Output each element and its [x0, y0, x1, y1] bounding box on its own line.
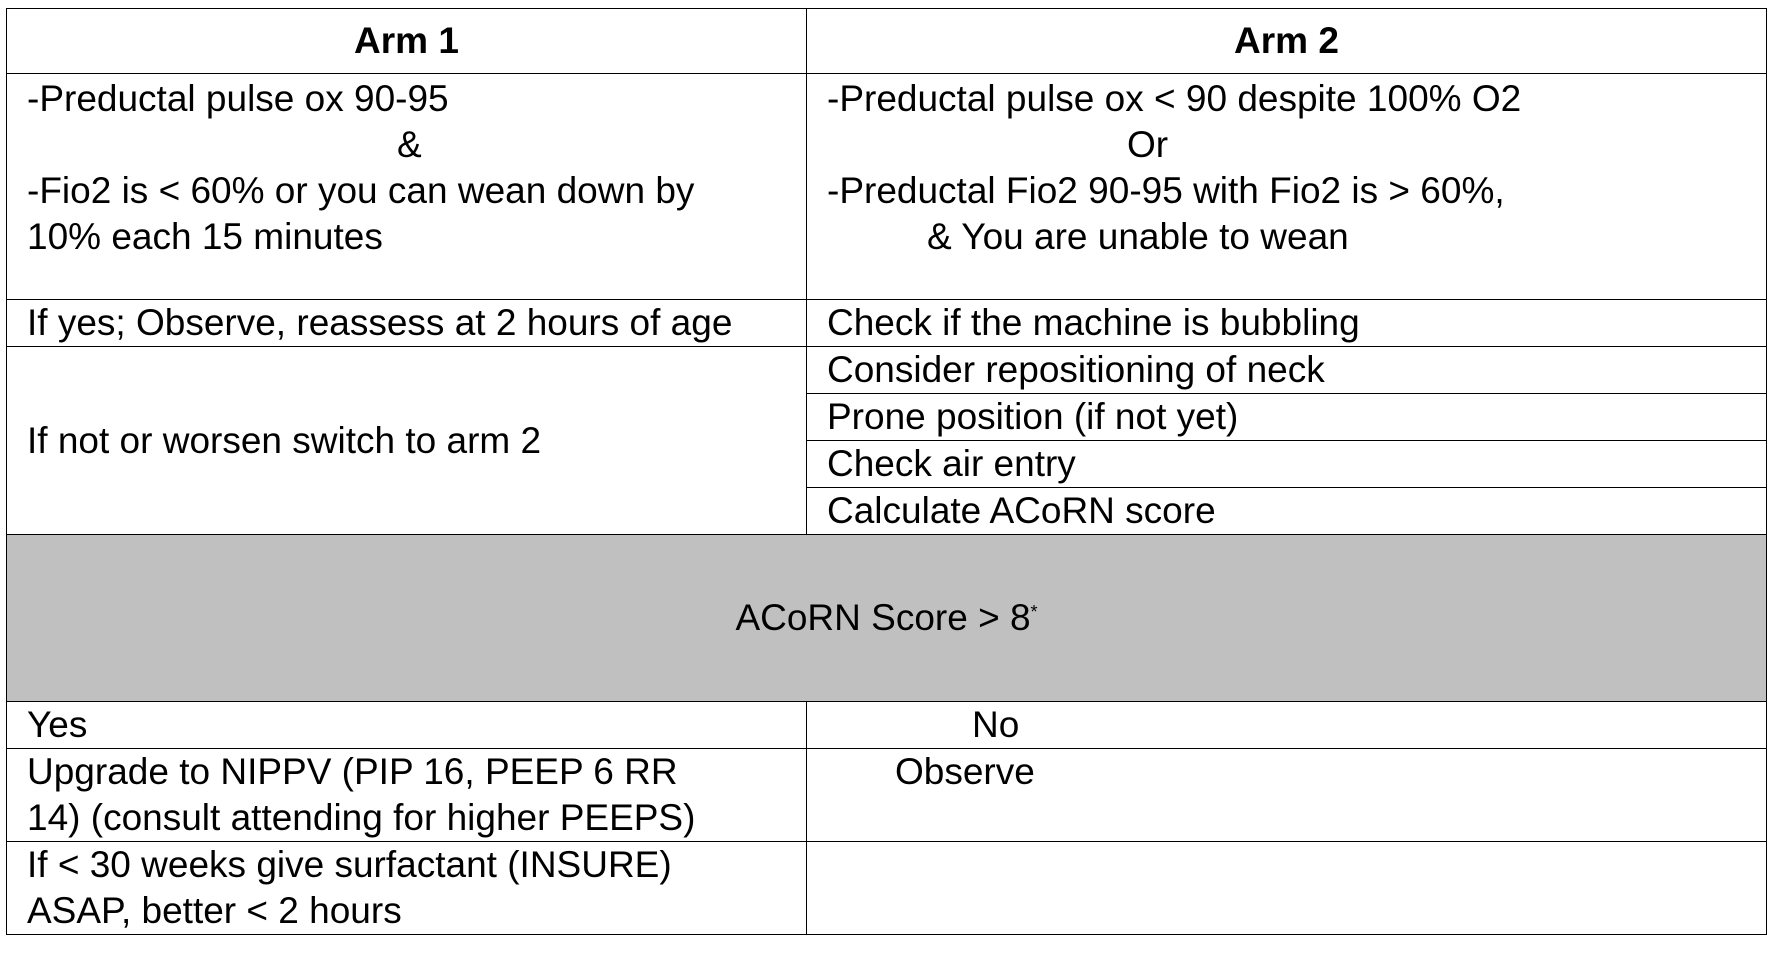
acorn-score-band: [7, 535, 1767, 702]
surfactant-row: [7, 842, 1767, 935]
arm1-criteria-line-2: -Fio2 is < 60% or you can wean down by: [27, 170, 695, 211]
empty-cell: [807, 842, 1767, 935]
acorn-score-text: ACoRN Score > 8: [735, 597, 1031, 638]
header-row: [7, 9, 1767, 74]
arm2-header: Arm 2: [807, 9, 1767, 74]
yes-action-cell: [7, 749, 807, 842]
arm1-criteria-line-1: -Preductal pulse ox 90-95: [27, 78, 449, 119]
surfactant-line-2: ASAP, better < 2 hours: [27, 890, 402, 931]
protocol-table: [6, 8, 1767, 935]
yes-label: Yes: [7, 702, 807, 749]
arm1-header: Arm 1: [7, 9, 807, 74]
surfactant-cell: [7, 842, 807, 935]
arm2-criteria-connector: Or: [1127, 124, 1169, 165]
arm1-yes-cell: If yes; Observe, reassess at 2 hours of age: [7, 300, 807, 347]
arm2-step-4: Check air entry: [807, 441, 1767, 488]
arm1-criteria-line-3: 10% each 15 minutes: [27, 216, 383, 257]
step-row-1: [7, 300, 1767, 347]
arm2-criteria-cell: [807, 74, 1767, 300]
no-label: No: [807, 702, 1767, 749]
arm2-step-5: Calculate ACoRN score: [807, 488, 1767, 535]
score-band-row: [7, 535, 1767, 702]
arm1-criteria-cell: [7, 74, 807, 300]
arm2-criteria-line-1: -Preductal pulse ox < 90 despite 100% O2: [827, 78, 1522, 119]
arm2-step-2: Consider repositioning of neck: [807, 347, 1767, 394]
yes-action-line-2: 14) (consult attending for higher PEEPS): [27, 797, 696, 838]
outcome-label-row: [7, 702, 1767, 749]
arm1-criteria-connector: &: [397, 124, 422, 165]
surfactant-line-1: If < 30 weeks give surfactant (INSURE): [27, 844, 672, 885]
arm1-switch-cell: If not or worsen switch to arm 2: [7, 347, 807, 535]
yes-action-line-1: Upgrade to NIPPV (PIP 16, PEEP 6 RR: [27, 751, 678, 792]
arm2-step-1: Check if the machine is bubbling: [807, 300, 1767, 347]
arm2-step-3: Prone position (if not yet): [807, 394, 1767, 441]
arm2-criteria-line-3: & You are unable to wean: [927, 216, 1349, 257]
criteria-row: [7, 74, 1767, 300]
acorn-score-footnote-marker: *: [1030, 602, 1038, 622]
no-action-cell: Observe: [807, 749, 1767, 842]
arm2-criteria-line-2: -Preductal Fio2 90-95 with Fio2 is > 60%,: [827, 170, 1505, 211]
step-row-2: [7, 347, 1767, 394]
outcome-action-row: [7, 749, 1767, 842]
